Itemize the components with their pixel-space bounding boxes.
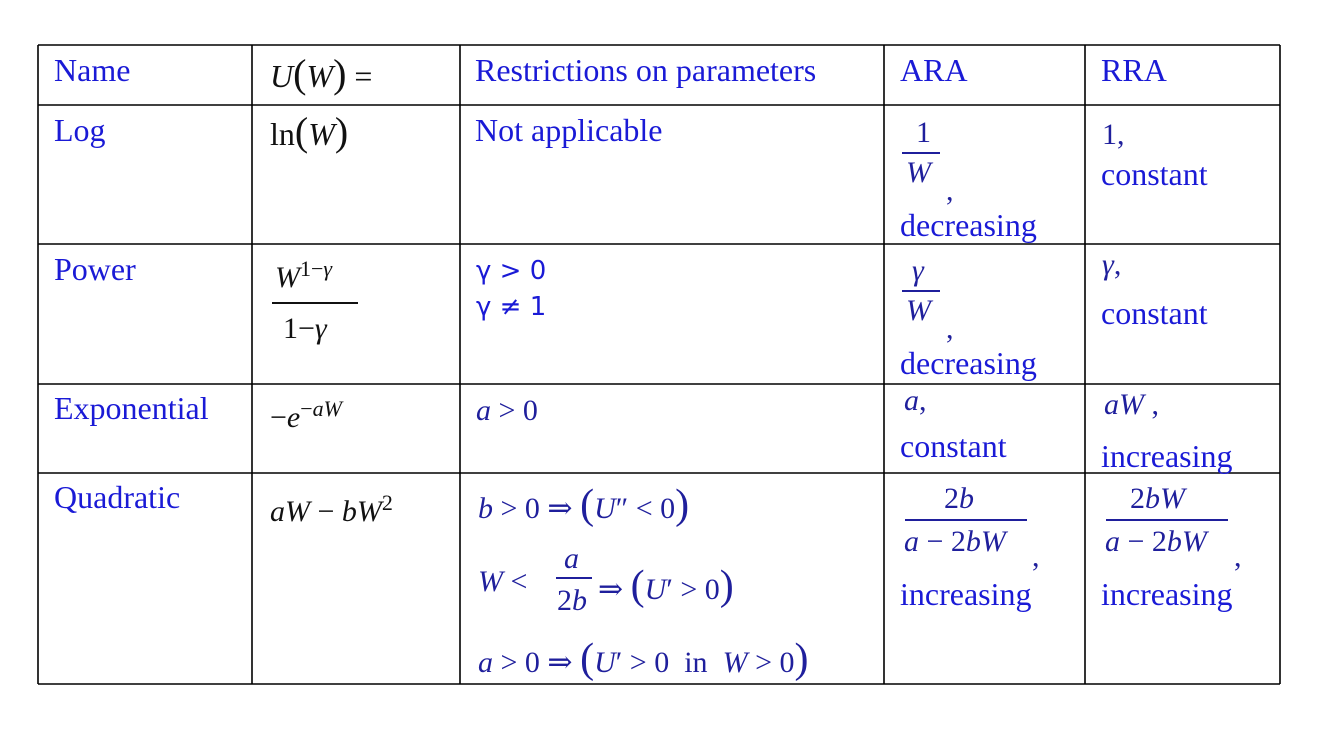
row-exponential-rra-value: aW , (1104, 388, 1159, 421)
ara-denominator: W (906, 294, 931, 327)
header-restrictions: Restrictions on parameters (475, 52, 817, 88)
row-exponential-restriction: a > 0 (476, 394, 538, 427)
row-log-rra-value: 1, (1102, 118, 1125, 151)
rra-value: aW (1104, 388, 1144, 421)
row-power-rra-trend: constant (1101, 295, 1208, 331)
fraction-bar (1106, 519, 1228, 521)
row-exponential-utility: $-e^{-aW}$ (270, 396, 342, 434)
row-log-ara-trend: decreasing (900, 207, 1037, 243)
row-log-utility: ln(W) (270, 109, 349, 154)
utility-numerator: $W^{1-\gamma}$ (275, 256, 333, 294)
rra-value: 1 (1102, 118, 1117, 151)
row-exponential-ara-trend: constant (900, 428, 1007, 464)
row-power-rra-value: γ, (1102, 248, 1122, 281)
ara-numerator: γ (912, 254, 924, 287)
fraction-bar (272, 302, 358, 304)
ara-denominator: W (906, 156, 931, 189)
row-quadratic-rra-trend: increasing (1101, 576, 1233, 612)
comma: , (946, 174, 954, 207)
ara-numerator: 1 (916, 116, 931, 149)
fraction-bar (902, 290, 940, 292)
rra-value: γ (1102, 248, 1114, 281)
header-utility-function: U(W) = (270, 51, 373, 96)
header-name: Name (54, 52, 131, 88)
row-quadratic-restriction-1: b > 0 ⇒ (U″ < 0) (478, 482, 690, 528)
comma: , (946, 312, 954, 345)
ara-value: a (904, 384, 919, 417)
row-quadratic-ara-trend: increasing (900, 576, 1032, 612)
row-power-restriction-1: γ > 0 (476, 256, 547, 286)
row-exponential-rra-trend: increasing (1101, 438, 1233, 474)
header-rra: RRA (1101, 52, 1167, 88)
utility-denominator: 1−γ (283, 312, 327, 345)
row-log-restrictions: Not applicable (475, 112, 663, 148)
row-quadratic-restriction-3: a > 0 ⇒ (U′ > 0 in W > 0) (478, 636, 809, 682)
row-power-ara-trend: decreasing (900, 345, 1037, 381)
row-quadratic-utility: aW − $bW^2$ (270, 490, 393, 528)
row-exponential-ara-value: a, (904, 384, 927, 417)
fraction-bar (905, 519, 1027, 521)
header-ara: ARA (900, 52, 968, 88)
row-log-rra-trend: constant (1101, 156, 1208, 192)
row-power-restriction-2: γ ≠ 1 (476, 292, 547, 322)
fraction-bar (902, 152, 940, 154)
row-log-name: Log (54, 112, 106, 148)
row-quadratic-name: Quadratic (54, 479, 181, 515)
row-power-name: Power (54, 251, 136, 287)
row-exponential-name: Exponential (54, 390, 209, 426)
